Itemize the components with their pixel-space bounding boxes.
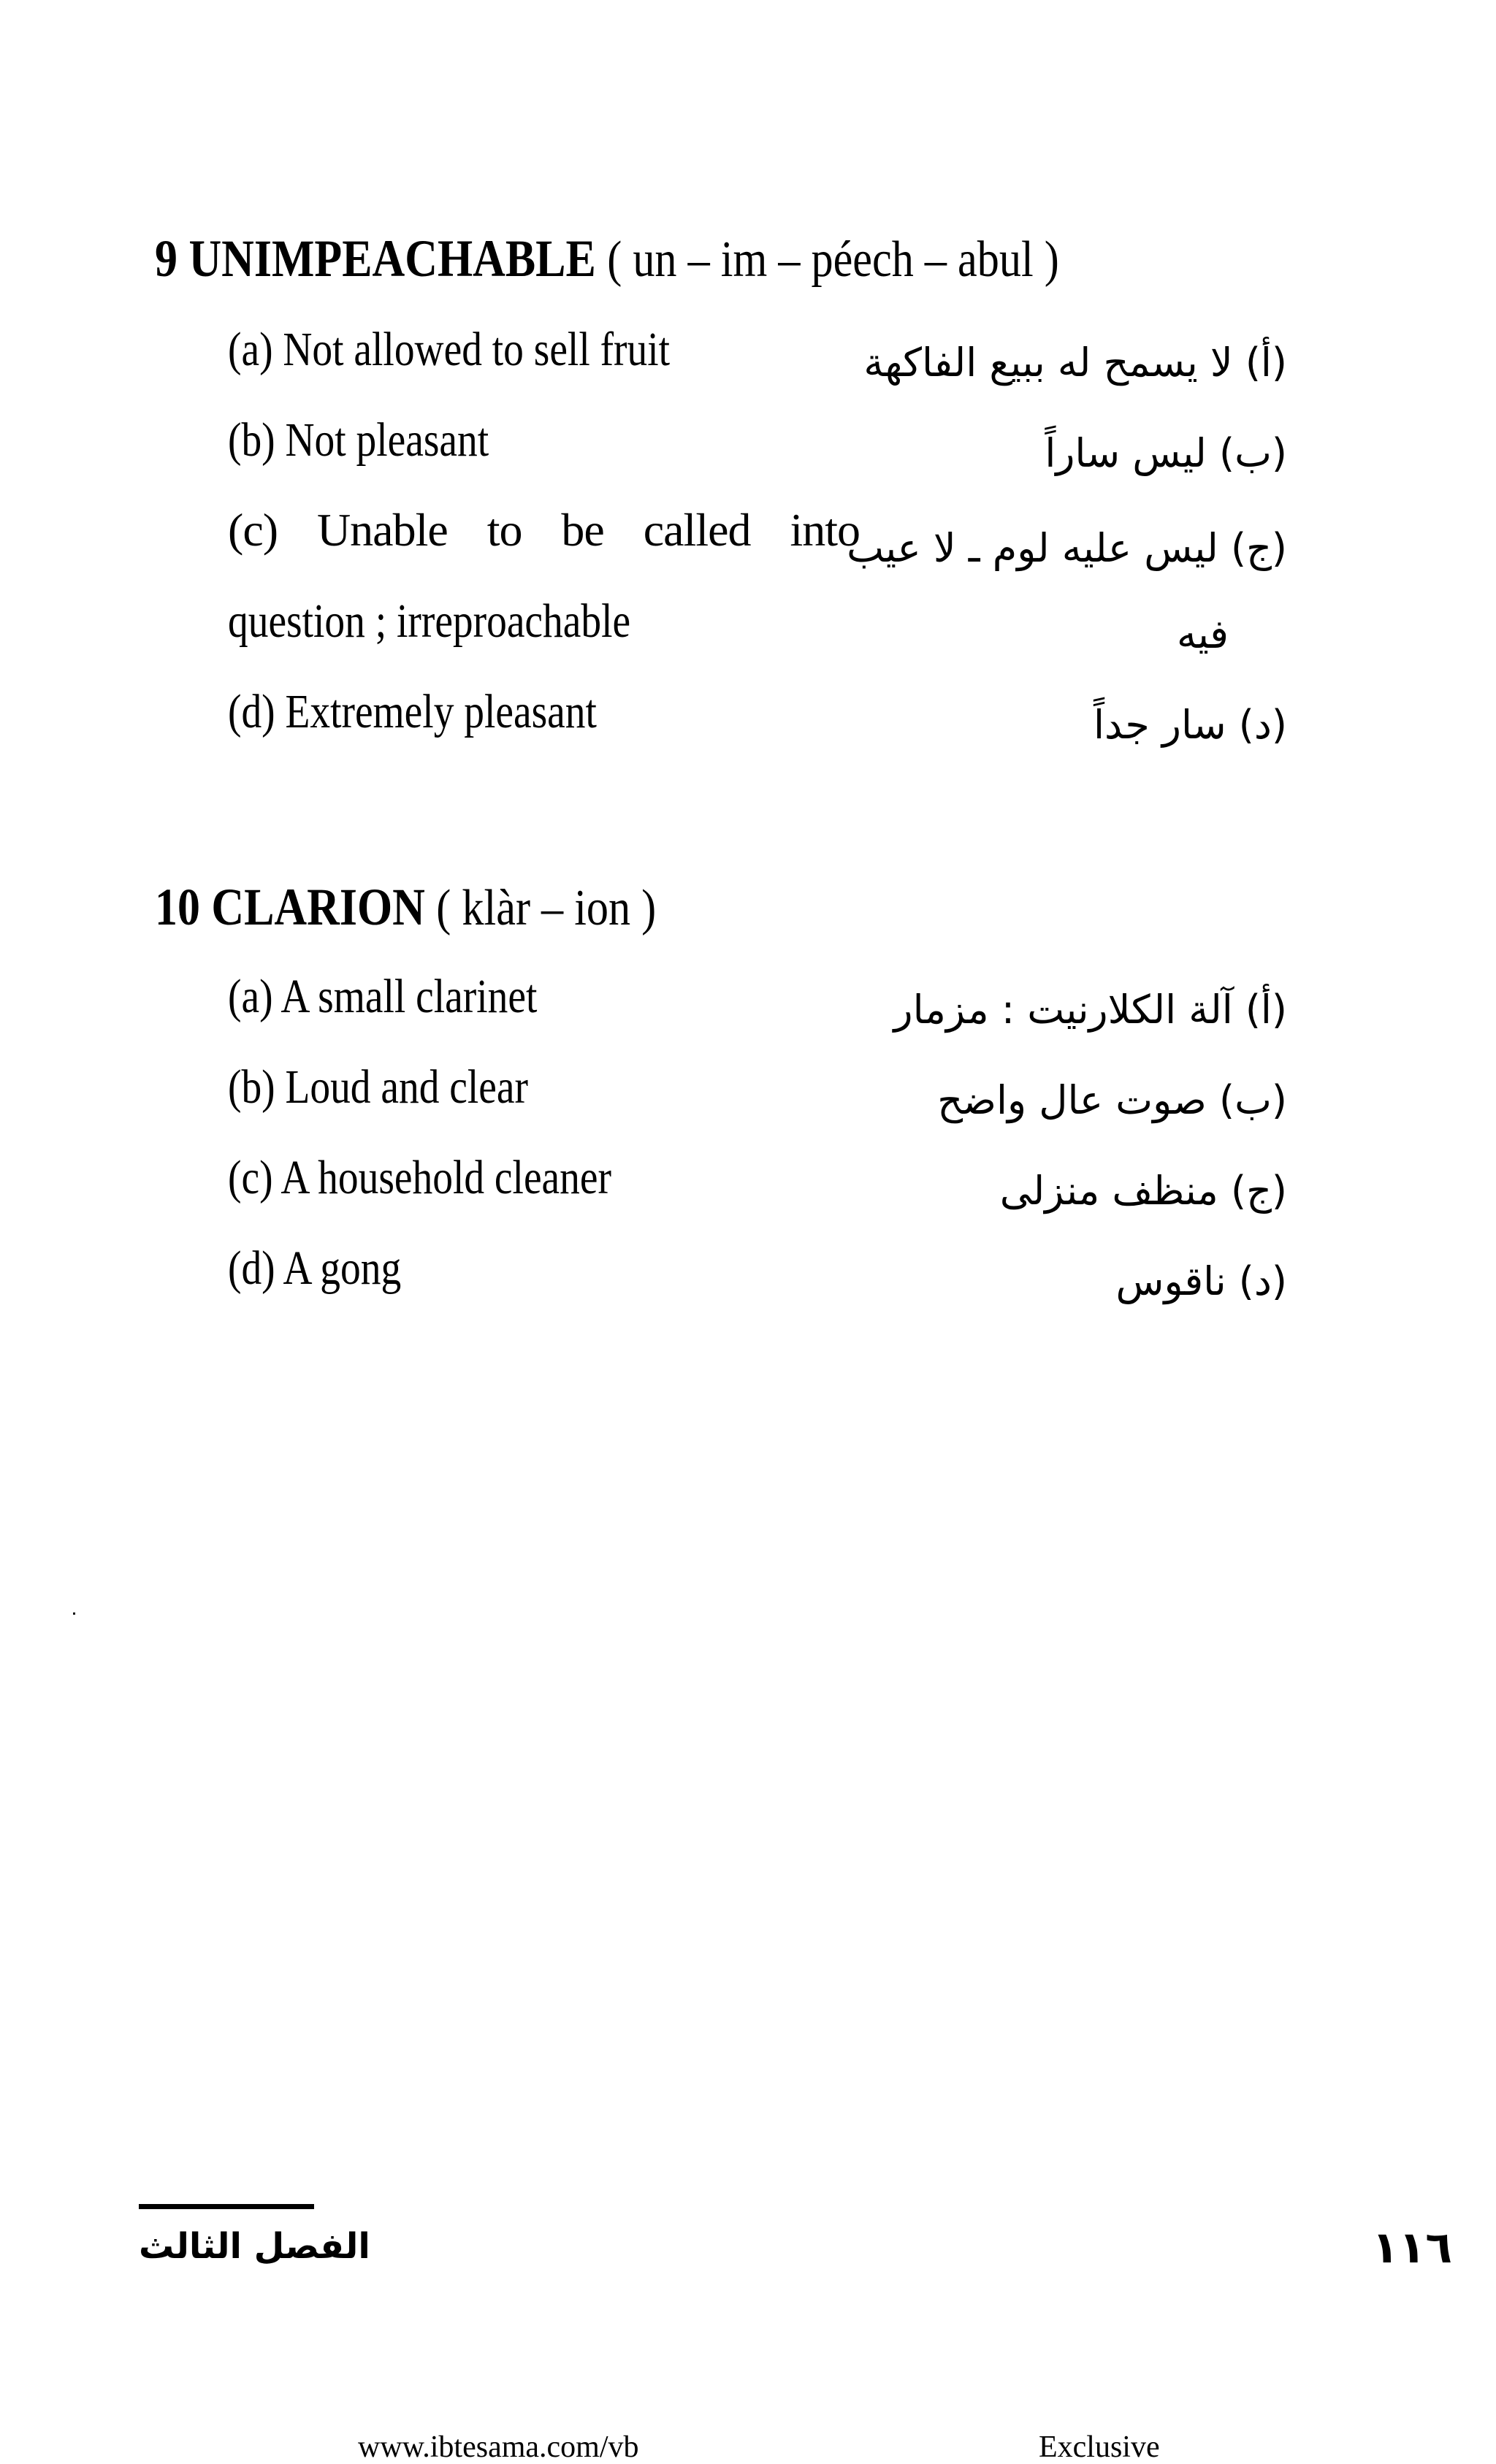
q9-option-c-arabic-line2: فيه — [1176, 611, 1229, 657]
q9-option-c-arabic-line1: (ج) ليس عليه لوم ـ لا عيب — [847, 525, 1287, 571]
question-pronunciation: ( klàr – ion ) — [436, 880, 657, 936]
stray-dot — [73, 1612, 75, 1615]
q10-option-d-arabic: (د) ناقوس — [1115, 1258, 1287, 1304]
q9-option-d-english: (d) Extremely pleasant — [228, 685, 597, 738]
q9-option-a-english: (a) Not allowed to sell fruit — [228, 323, 671, 376]
footer-rule — [139, 2204, 314, 2209]
q10-option-a-english: (a) A small clarinet — [228, 970, 538, 1023]
q9-option-b-arabic: (ب) ليس ساراً — [1045, 430, 1287, 476]
question-10-heading — [155, 878, 657, 936]
watermark-exclusive: Exclusive — [1039, 2430, 1160, 2464]
question-number: 9 — [155, 229, 178, 288]
chapter-title: الفصل الثالث — [139, 2226, 370, 2267]
q9-option-d-arabic: (د) سار جداً — [1093, 702, 1287, 748]
q9-option-c-english-line1: (c) Unable to be called into — [228, 504, 860, 556]
q9-option-b-english: (b) Not pleasant — [228, 413, 489, 467]
q10-option-c-english: (c) A household cleaner — [228, 1151, 611, 1204]
watermark-url: www.ibtesama.com/vb — [358, 2430, 639, 2464]
q10-option-a-arabic: (أ) آلة الكلارنيت : مزمار — [893, 987, 1287, 1033]
page-number: ١١٦ — [1372, 2222, 1452, 2273]
question-9-heading — [155, 229, 1059, 288]
question-word: CLARION — [211, 878, 425, 936]
q9-option-c-english-line2: question ; irreproachable — [228, 594, 631, 648]
question-pronunciation: ( un – im – péech – abul ) — [607, 232, 1059, 288]
q10-option-c-arabic: (ج) منظف منزلى — [999, 1168, 1287, 1214]
question-word: UNIMPEACHABLE — [188, 229, 596, 288]
q10-option-b-english: (b) Loud and clear — [228, 1060, 528, 1114]
question-number: 10 — [155, 878, 200, 936]
q10-option-b-arabic: (ب) صوت عال واضح — [937, 1077, 1287, 1123]
q10-option-d-english: (d) A gong — [228, 1241, 402, 1295]
q9-option-a-arabic: (أ) لا يسمح له ببيع الفاكهة — [863, 340, 1287, 386]
